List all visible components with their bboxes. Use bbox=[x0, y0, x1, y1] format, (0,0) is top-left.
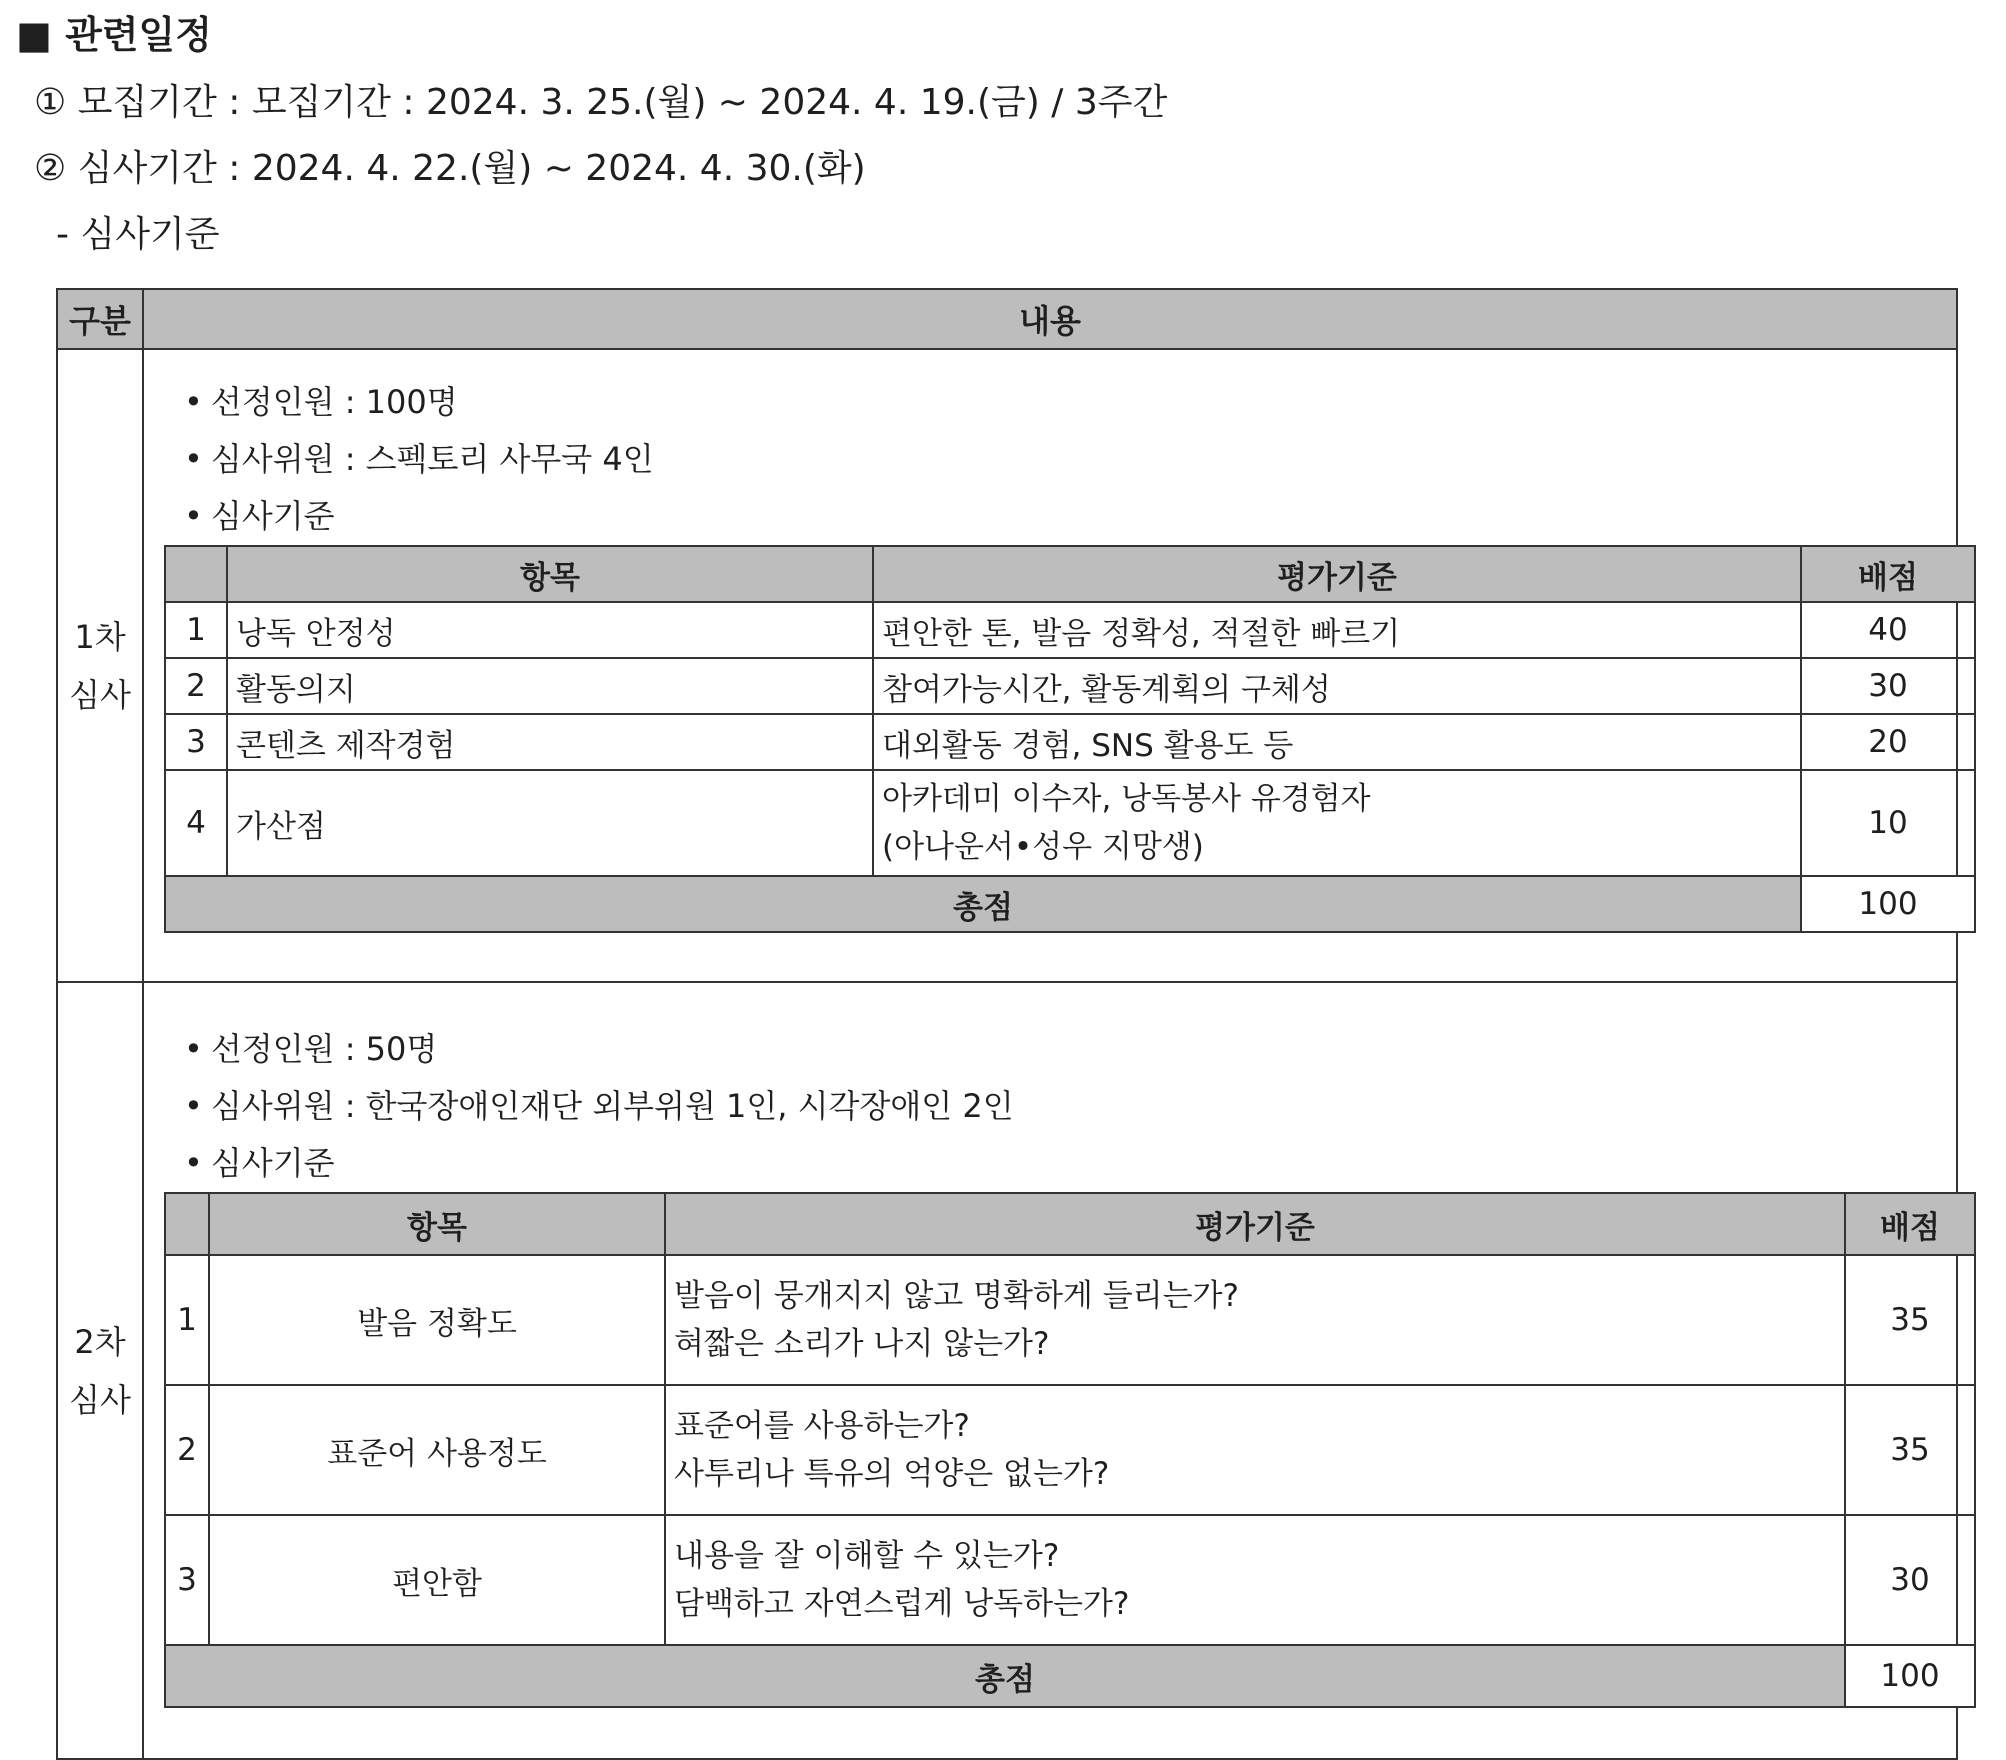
table-row: 1 발음 정확도 발음이 뭉개지지 않고 명확하게 들리는가? 혀짧은 소리가 나지 않는가? 35 bbox=[165, 1255, 1975, 1385]
header-score: 배점 bbox=[1801, 546, 1975, 602]
list-item: • 심사기준 bbox=[184, 497, 335, 535]
bullet-icon: • bbox=[184, 1144, 203, 1182]
stage1-label-line1: 1차 bbox=[74, 617, 126, 656]
stage2-content bbox=[143, 982, 1957, 1759]
outer-header-row bbox=[57, 289, 1957, 349]
header-criteria: 평가기준 bbox=[665, 1193, 1845, 1255]
header-number bbox=[165, 1193, 209, 1255]
list-item: • 심사위원 : 한국장애인재단 외부위원 1인, 시각장애인 2인 bbox=[184, 1087, 1014, 1125]
header-item: 항목 bbox=[227, 546, 873, 602]
section-title: ■ 관련일정 bbox=[16, 13, 212, 57]
stage1-label-line2: 심사 bbox=[69, 675, 131, 714]
total-row bbox=[165, 876, 1975, 932]
header-content: 내용 bbox=[143, 289, 1957, 349]
stage2-row bbox=[57, 982, 1957, 1759]
total-score: 100 bbox=[1845, 1645, 1975, 1707]
table-row: 1 낭독 안정성 편안한 톤, 발음 정확성, 적절한 빠르기 40 bbox=[165, 602, 1975, 658]
stage2-criteria-table bbox=[164, 1192, 1976, 1708]
criteria-label: - 심사기준 bbox=[56, 214, 220, 255]
table-row: 2 활동의지 참여가능시간, 활동계획의 구체성 30 bbox=[165, 658, 1975, 714]
list-item: • 선정인원 : 100명 bbox=[184, 383, 458, 421]
stage1-bullets bbox=[144, 374, 1956, 545]
total-label: 총점 bbox=[165, 876, 1801, 932]
stage1-row bbox=[57, 349, 1957, 982]
stage2-bullets bbox=[144, 1021, 1956, 1192]
table-row: 3 콘텐츠 제작경험 대외활동 경험, SNS 활용도 등 20 bbox=[165, 714, 1975, 770]
header-item: 항목 bbox=[209, 1193, 665, 1255]
stage1-label bbox=[57, 349, 143, 982]
inner-header-row bbox=[165, 1193, 1975, 1255]
stage2-label bbox=[57, 982, 143, 1759]
list-item: • 선정인원 : 50명 bbox=[184, 1030, 438, 1068]
total-label: 총점 bbox=[165, 1645, 1845, 1707]
list-item: • 심사기준 bbox=[184, 1144, 335, 1182]
header-number bbox=[165, 546, 227, 602]
table-row: 4 가산점 아카데미 이수자, 낭독봉사 유경험자 (아나운서•성우 지망생) 10 bbox=[165, 770, 1975, 876]
bullet-icon: • bbox=[184, 1087, 203, 1125]
header-criteria: 평가기준 bbox=[873, 546, 1801, 602]
bullet-icon: • bbox=[184, 383, 203, 421]
stage2-label-line2: 심사 bbox=[69, 1380, 131, 1419]
inner-header-row bbox=[165, 546, 1975, 602]
bullet-icon: • bbox=[184, 497, 203, 535]
stage1-criteria-table bbox=[164, 545, 1976, 933]
header-score: 배점 bbox=[1845, 1193, 1975, 1255]
bullet-icon: • bbox=[184, 1030, 203, 1068]
bullet-icon: • bbox=[184, 440, 203, 478]
list-item: • 심사위원 : 스펙토리 사무국 4인 bbox=[184, 440, 654, 478]
header-division: 구분 bbox=[57, 289, 143, 349]
review-criteria-table bbox=[56, 288, 1958, 1760]
stage2-label-line1: 2차 bbox=[74, 1322, 126, 1361]
table-row: 2 표준어 사용정도 표준어를 사용하는가? 사투리나 특유의 억양은 없는가? 35 bbox=[165, 1385, 1975, 1515]
recruit-period: ① 모집기간 : 모집기간 : 2024. 3. 25.(월) ~ 2024. 4. 19.(금) / 3주간 bbox=[34, 82, 1168, 123]
review-period: ② 심사기간 : 2024. 4. 22.(월) ~ 2024. 4. 30.(화) bbox=[34, 148, 866, 189]
stage1-content bbox=[143, 349, 1957, 982]
table-row: 3 편안함 내용을 잘 이해할 수 있는가? 담백하고 자연스럽게 낭독하는가? 30 bbox=[165, 1515, 1975, 1645]
total-score: 100 bbox=[1801, 876, 1975, 932]
total-row bbox=[165, 1645, 1975, 1707]
